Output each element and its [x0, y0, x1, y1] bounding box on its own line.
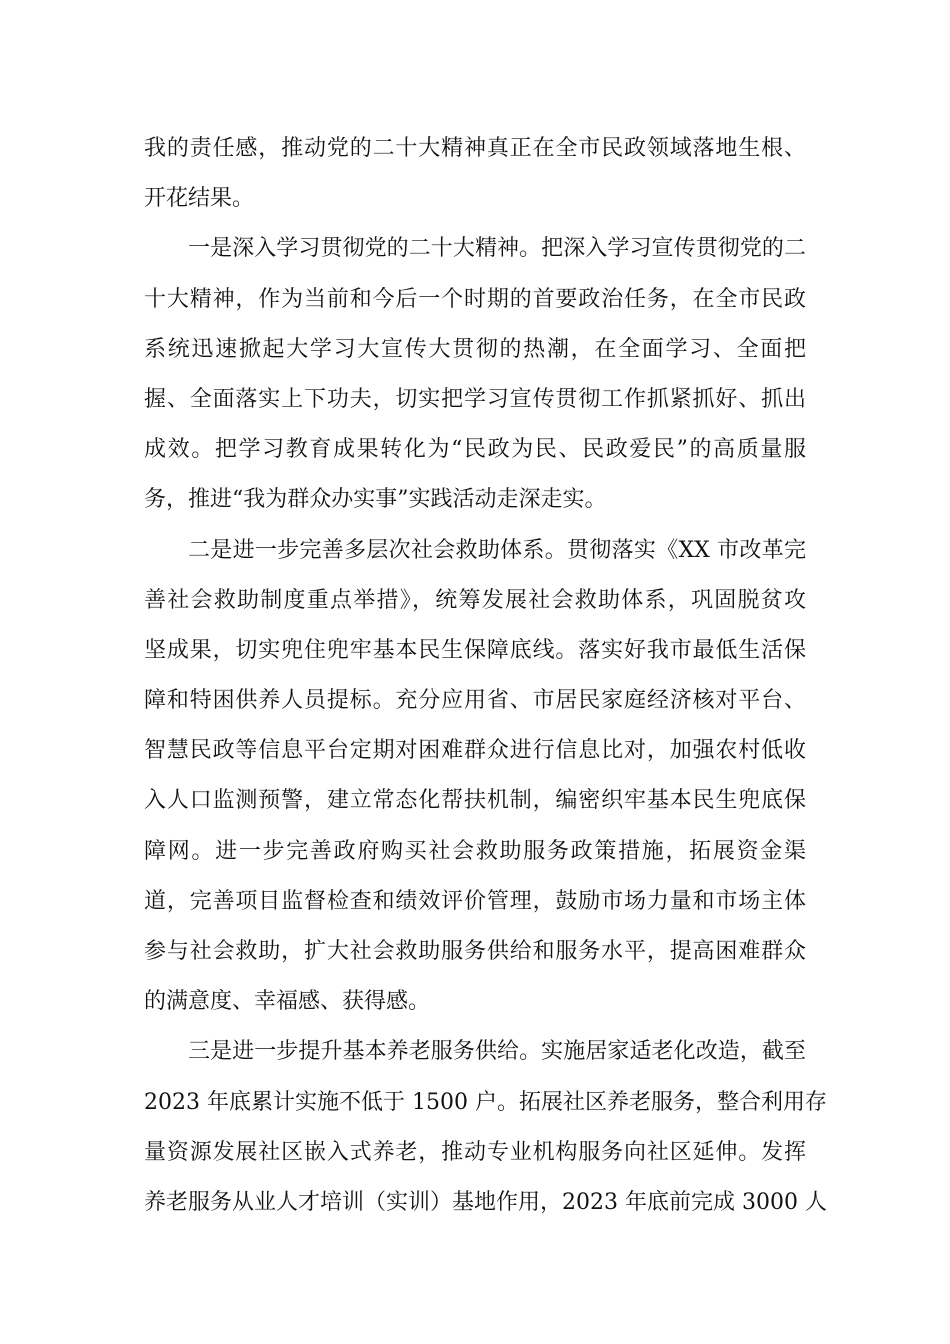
text-line: 坚成果，切实兜住兜牢基本民生保障底线。落实好我市最低生活保	[144, 637, 806, 663]
document-body	[144, 124, 827, 1228]
text-line: 智慧民政等信息平台定期对困难群众进行信息比对，加强农村低收	[144, 738, 806, 764]
text-line: 障网。进一步完善政府购买社会救助服务政策措施，拓展资金渠	[144, 838, 806, 864]
text-line: 入人口监测预警，建立常态化帮扶机制，编密织牢基本民生兜底保	[144, 788, 806, 814]
text-line: 二是进一步完善多层次社会救助体系。贯彻落实《XX 市改革完	[188, 537, 806, 563]
text-line: 开花结果。	[144, 186, 255, 212]
text-line: 的满意度、幸福感、获得感。	[144, 989, 431, 1015]
text-line: 养老服务从业人才培训（实训）基地作用，2023 年底前完成 3000 人	[144, 1189, 827, 1215]
text-line: 障和特困供养人员提标。充分应用省、市居民家庭经济核对平台、	[144, 688, 806, 714]
text-line: 道，完善项目监督检查和绩效评价管理，鼓励市场力量和市场主体	[144, 888, 806, 914]
text-line: 参与社会救助，扩大社会救助服务供给和服务水平，提高困难群众	[144, 939, 806, 964]
text-line: 善社会救助制度重点举措》，统筹发展社会救助体系，巩固脱贫攻	[144, 587, 806, 613]
text-line: 成效。把学习教育成果转化为“民政为民、民政爱民”的高质量服	[144, 437, 806, 463]
text-line: 务，推进“我为群众办实事”实践活动走深走实。	[144, 487, 607, 513]
text-line: 系统迅速掀起大学习大宣传大贯彻的热潮，在全面学习、全面把	[144, 336, 806, 362]
text-line: 2023 年底累计实施不低于 1500 户。拓展社区养老服务，整合利用存	[144, 1089, 827, 1115]
text-line: 一是深入学习贯彻党的二十大精神。把深入学习宣传贯彻党的二	[188, 236, 806, 262]
text-line: 十大精神，作为当前和今后一个时期的首要政治任务，在全市民政	[144, 286, 806, 312]
text-line: 三是进一步提升基本养老服务供给。实施居家适老化改造，截至	[188, 1039, 806, 1065]
text-line: 量资源发展社区嵌入式养老，推动专业机构服务向社区延伸。发挥	[144, 1139, 806, 1165]
text-line: 我的责任感，推动党的二十大精神真正在全市民政领域落地生根、	[144, 136, 806, 161]
text-line: 握、全面落实上下功夫，切实把学习宣传贯彻工作抓紧抓好、抓出	[144, 386, 806, 412]
